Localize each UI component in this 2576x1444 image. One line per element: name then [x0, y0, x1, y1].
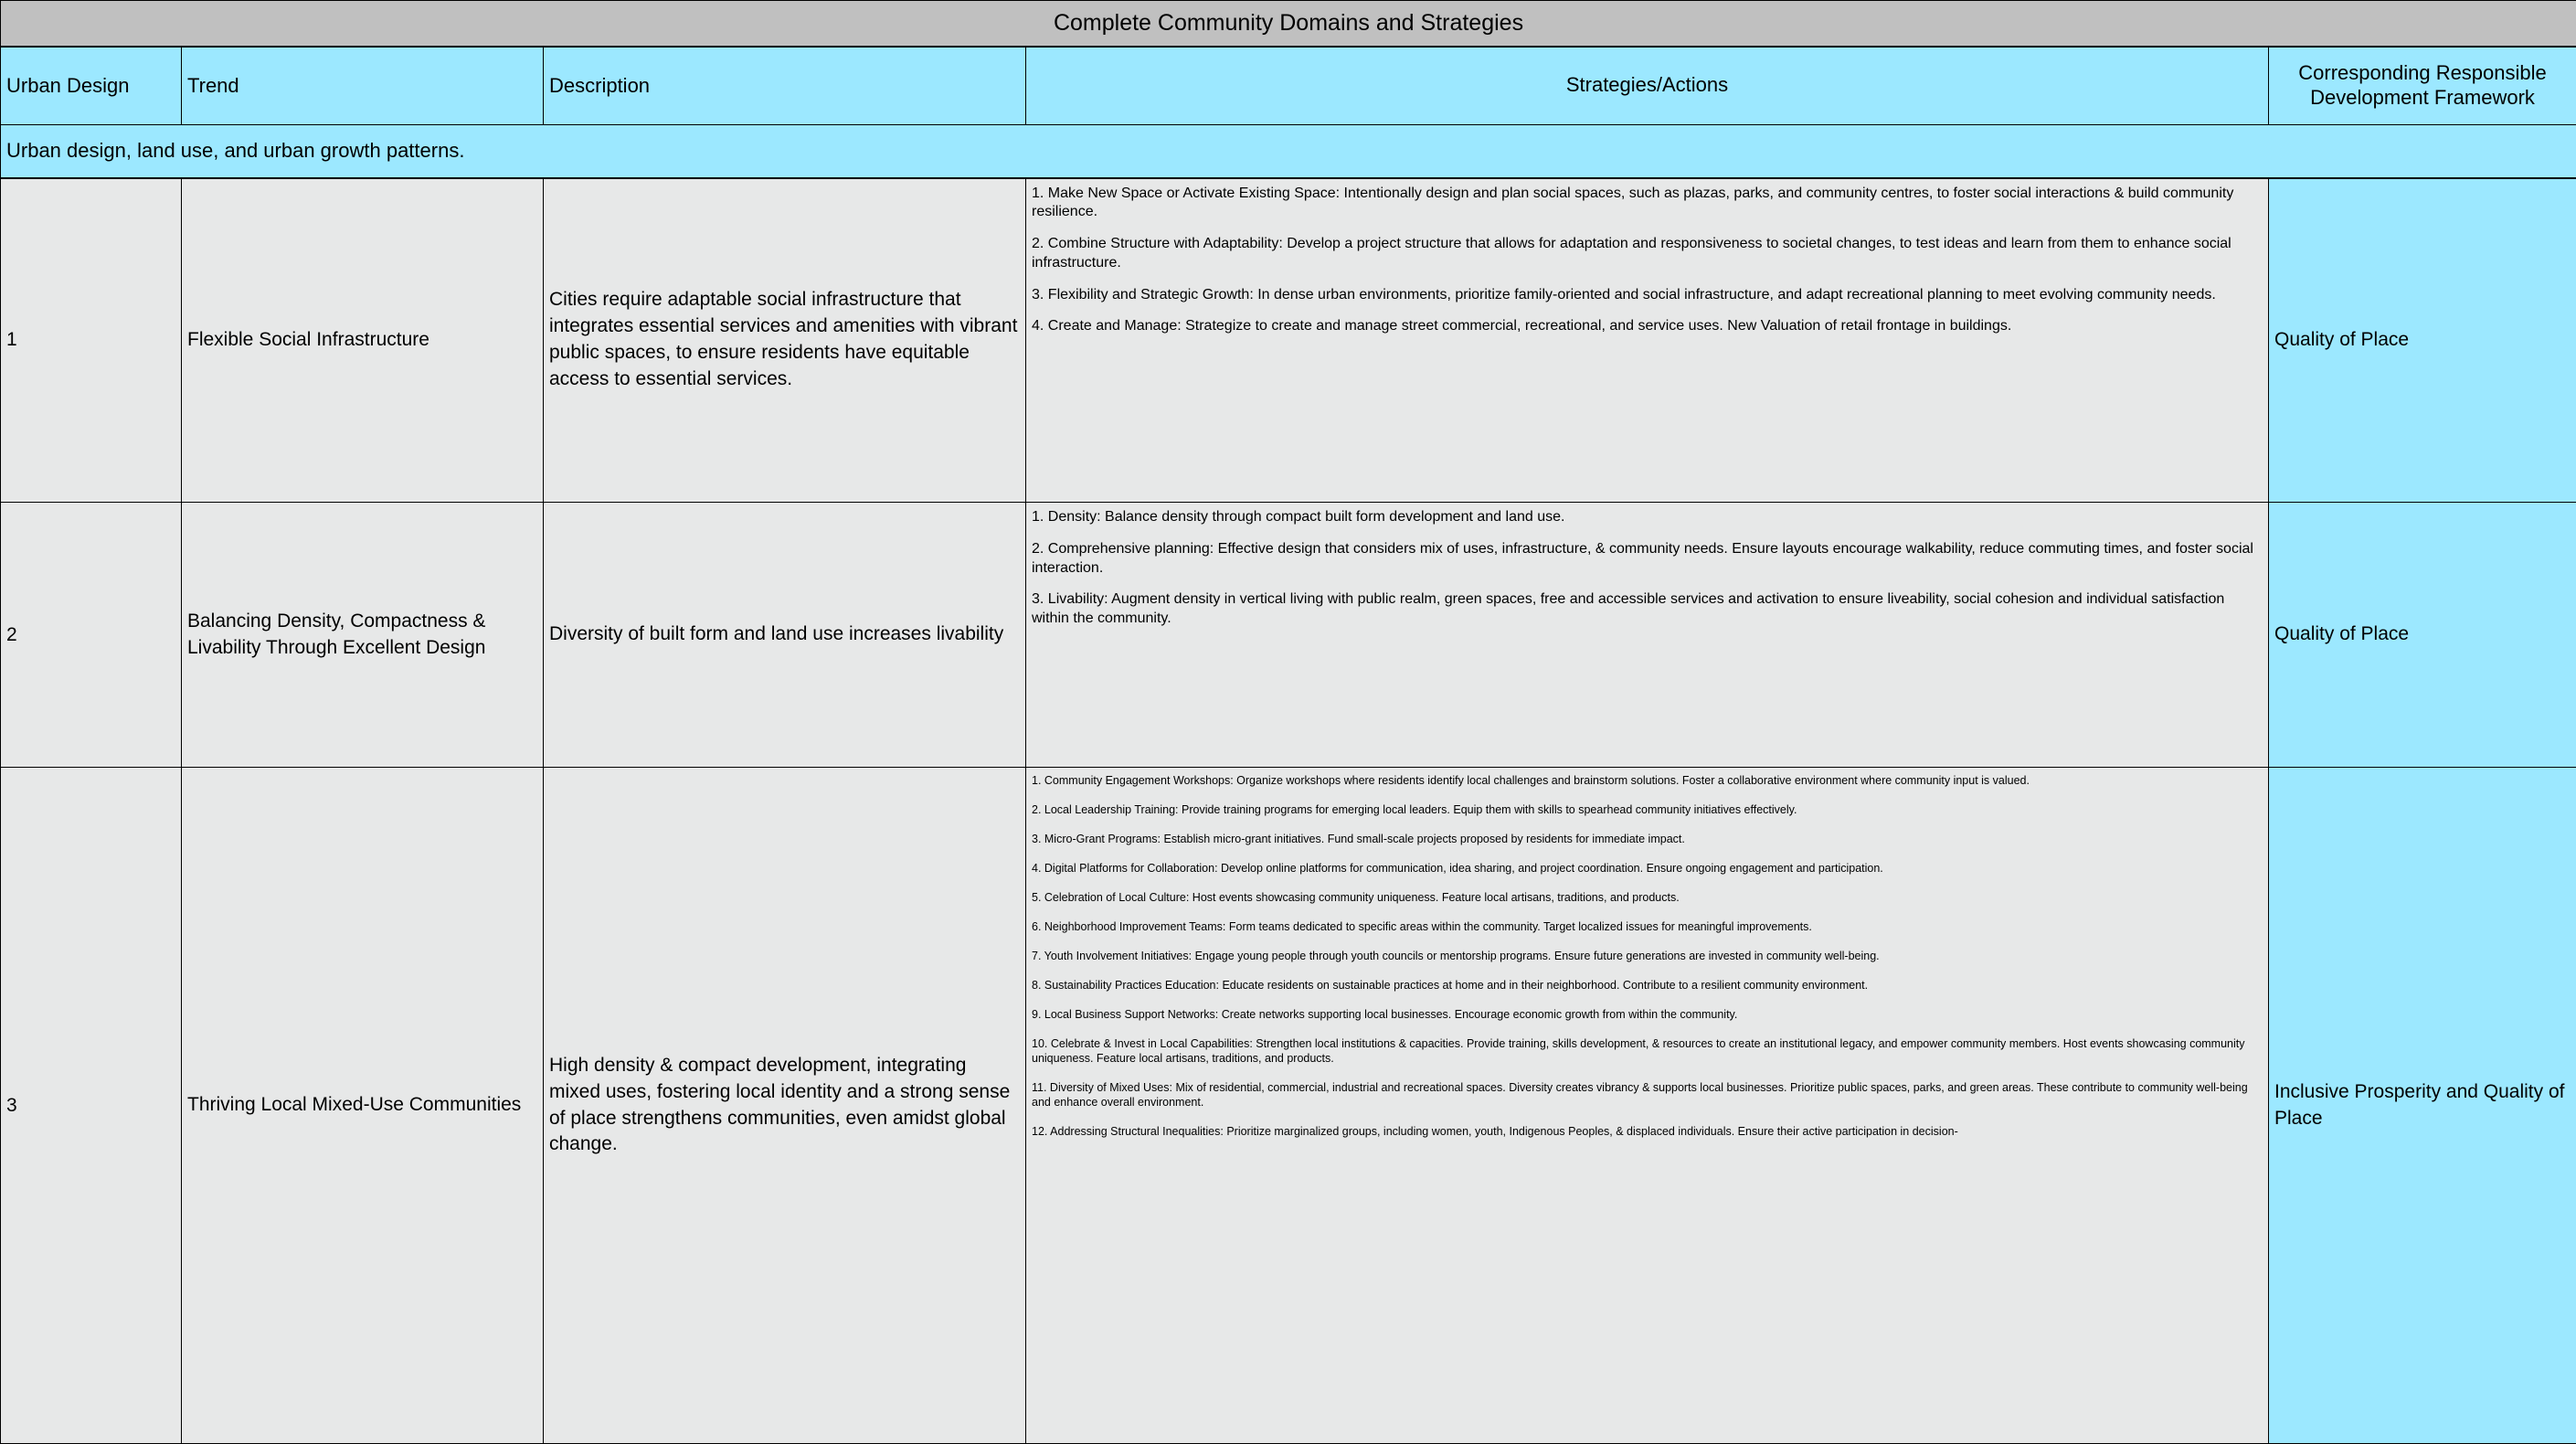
row-index: 1 [1, 178, 182, 503]
row-strategies [1026, 178, 2269, 503]
strategy-item: 6. Neighborhood Improvement Teams: Form teams dedicated to specific areas within the community. Target localized issues for meaningful improvements. [1032, 920, 1812, 933]
strategy-item: 3. Flexibility and Strategic Growth: In dense urban environments, prioritize family-oriented and social infrastructure, and adapt recreational planning to meet evolving community needs. [1032, 286, 2216, 303]
strategy-list [1032, 508, 2263, 629]
strategy-item: 4. Create and Manage: Strategize to create and manage street commercial, recreational, and service uses. New Valuation of retail frontage in buildings. [1032, 318, 2012, 334]
title-row [1, 1, 2576, 47]
table-row [1, 503, 2576, 768]
strategy-list [1032, 773, 2263, 1139]
strategy-item: 1. Community Engagement Workshops: Organize workshops where residents identify local challenges and brainstorm solutions. Foster a collaborative environment where community input is valued. [1032, 774, 2030, 787]
row-trend: Balancing Density, Compactness & Livability Through Excellent Design [182, 503, 544, 768]
column-header-trend: Trend [182, 47, 544, 125]
strategy-item: 3. Micro-Grant Programs: Establish micro-grant initiatives. Fund small-scale projects proposed by residents for immediate impact. [1032, 833, 1685, 845]
row-index: 3 [1, 768, 182, 1444]
page-title: Complete Community Domains and Strategies [1, 1, 2576, 47]
row-description: Cities require adaptable social infrastructure that integrates essential services and amenities with vibrant public spaces, to ensure residents have equitable access to essential services. [544, 178, 1026, 503]
table-row [1, 178, 2576, 503]
table-row [1, 768, 2576, 1444]
column-header-strategies: Strategies/Actions [1026, 47, 2269, 125]
strategy-item: 1. Density: Balance density through compact built form development and land use. [1032, 509, 1565, 525]
strategy-item: 5. Celebration of Local Culture: Host events showcasing community uniqueness. Feature local artisans, traditions, and products. [1032, 891, 1680, 904]
column-header-urban-design: Urban Design [1, 47, 182, 125]
strategy-item: 2. Comprehensive planning: Effective design that considers mix of uses, infrastructure, & community needs. Ensure layouts encourage walkability, reduce commuting times, and foster social interaction. [1032, 540, 2253, 576]
strategy-item: 1. Make New Space or Activate Existing Space: Intentionally design and plan social spaces, such as plazas, parks, and community centres, to foster social interactions & build community resilience. [1032, 185, 2234, 220]
row-framework: Quality of Place [2269, 178, 2576, 503]
strategy-list [1032, 185, 2263, 337]
row-framework: Quality of Place [2269, 503, 2576, 768]
row-framework: Inclusive Prosperity and Quality of Place [2269, 768, 2576, 1444]
row-trend: Thriving Local Mixed-Use Communities [182, 768, 544, 1444]
strategy-item: 11. Diversity of Mixed Uses: Mix of residential, commercial, industrial and recreational spaces. Diversity creates vibrancy & supports local businesses. Prioritize public spaces, parks, and green areas. These contribute to community well-being and enhance overall environment. [1032, 1081, 2248, 1109]
strategy-item: 10. Celebrate & Invest in Local Capabilities: Strengthen local institutions & capacities. Provide training, skills development, & resources to create an institutional legacy, and empower community members. Host events showcasing community uniqueness. Feature local artisans, traditions, and products. [1032, 1037, 2245, 1065]
row-index: 2 [1, 503, 182, 768]
column-header-framework: Corresponding Responsible Development Framework [2269, 47, 2576, 125]
strategy-item: 7. Youth Involvement Initiatives: Engage young people through youth councils or mentorship programs. Ensure future generations are invested in community well-being. [1032, 950, 1880, 962]
strategy-item: 4. Digital Platforms for Collaboration: Develop online platforms for communication, idea sharing, and project coordination. Ensure ongoing engagement and participation. [1032, 862, 1883, 875]
strategy-item: 12. Addressing Structural Inequalities: Prioritize marginalized groups, including women, youth, Indigenous Peoples, & displaced individuals. Ensure their active participation in decision- [1032, 1125, 1958, 1138]
row-description: High density & compact development, integrating mixed uses, fostering local identity and a strong sense of place strengthens communities, even amidst global change. [544, 768, 1026, 1444]
column-header-description: Description [544, 47, 1026, 125]
strategy-item: 2. Local Leadership Training: Provide training programs for emerging local leaders. Equip them with skills to spearhead community initiatives effectively. [1032, 803, 1797, 816]
domain-band-row [1, 125, 2576, 178]
strategy-item: 8. Sustainability Practices Education: Educate residents on sustainable practices at home and in their neighborhood. Contribute to a resilient community environment. [1032, 979, 1869, 992]
domain-description: Urban design, land use, and urban growth patterns. [1, 125, 2576, 178]
strategy-item: 2. Combine Structure with Adaptability: Develop a project structure that allows for adaptation and responsiveness to societal changes, to test ideas and learn from them to enhance social infrastructure. [1032, 236, 2231, 271]
column-header-row [1, 47, 2576, 125]
strategy-item: 9. Local Business Support Networks: Create networks supporting local businesses. Encourage economic growth from within the community. [1032, 1008, 1738, 1021]
row-strategies [1026, 503, 2269, 768]
row-trend: Flexible Social Infrastructure [182, 178, 544, 503]
row-strategies [1026, 768, 2269, 1444]
row-description: Diversity of built form and land use increases livability [544, 503, 1026, 768]
strategy-item: 3. Livability: Augment density in vertical living with public realm, green spaces, free and accessible services and activation to ensure liveability, social cohesion and individual satisfaction within the community. [1032, 591, 2225, 627]
